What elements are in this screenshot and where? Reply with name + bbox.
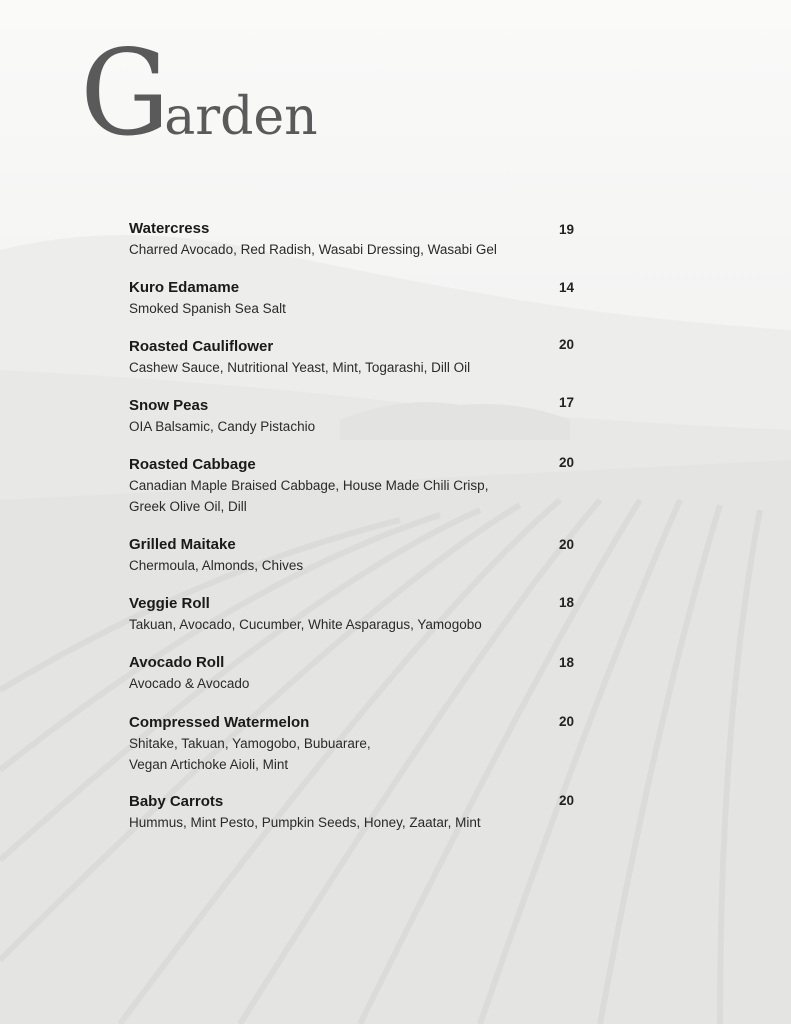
item-name: Veggie Roll [129, 595, 210, 612]
title-initial: G [80, 24, 165, 162]
item-name: Baby Carrots [129, 793, 224, 810]
item-name: Avocado Roll [129, 654, 225, 671]
item-description: Cashew Sauce, Nutritional Yeast, Mint, Togarashi, Dill Oil [129, 360, 471, 375]
menu-item [129, 278, 579, 337]
item-price: 18 [559, 655, 575, 670]
item-description: Smoked Spanish Sea Salt [129, 301, 286, 316]
page-title [78, 24, 318, 162]
item-description: Shitake, Takuan, Yamogobo, Bubuarare, Vegan Artichoke Aioli, Mint [129, 736, 371, 772]
item-description: Canadian Maple Braised Cabbage, House Made Chili Crisp, Greek Olive Oil, Dill [129, 478, 489, 514]
item-price: 17 [559, 395, 575, 410]
menu-item [129, 653, 579, 713]
item-name: Roasted Cauliflower [129, 338, 274, 355]
item-description: Takuan, Avocado, Cucumber, White Asparagus, Yamogobo [129, 617, 482, 632]
menu-item [129, 792, 579, 851]
item-price: 20 [559, 714, 575, 729]
menu-item [129, 337, 579, 396]
menu-list [129, 219, 579, 851]
item-name: Snow Peas [129, 397, 209, 414]
item-price: 14 [559, 280, 575, 295]
item-name: Roasted Cabbage [129, 456, 256, 473]
menu-item [129, 594, 579, 653]
item-price: 18 [559, 595, 575, 610]
item-description: Chermoula, Almonds, Chives [129, 558, 304, 573]
menu-item [129, 219, 579, 278]
menu-item [129, 535, 579, 594]
menu-item [129, 455, 579, 535]
item-name: Kuro Edamame [129, 279, 240, 296]
item-description: Avocado & Avocado [129, 676, 250, 691]
item-description: OIA Balsamic, Candy Pistachio [129, 419, 316, 434]
menu-item [129, 396, 579, 455]
title-rest: arden [164, 87, 318, 147]
item-name: Compressed Watermelon [129, 714, 310, 731]
item-description: Hummus, Mint Pesto, Pumpkin Seeds, Honey, Zaatar, Mint [129, 815, 481, 830]
item-name: Watercress [129, 220, 210, 237]
item-price: 20 [559, 455, 575, 470]
item-price: 20 [559, 337, 575, 352]
item-price: 20 [559, 793, 575, 808]
item-price: 20 [559, 537, 575, 552]
menu-item [129, 713, 579, 792]
item-name: Grilled Maitake [129, 536, 236, 553]
item-price: 19 [559, 222, 575, 237]
item-description: Charred Avocado, Red Radish, Wasabi Dressing, Wasabi Gel [129, 242, 497, 257]
